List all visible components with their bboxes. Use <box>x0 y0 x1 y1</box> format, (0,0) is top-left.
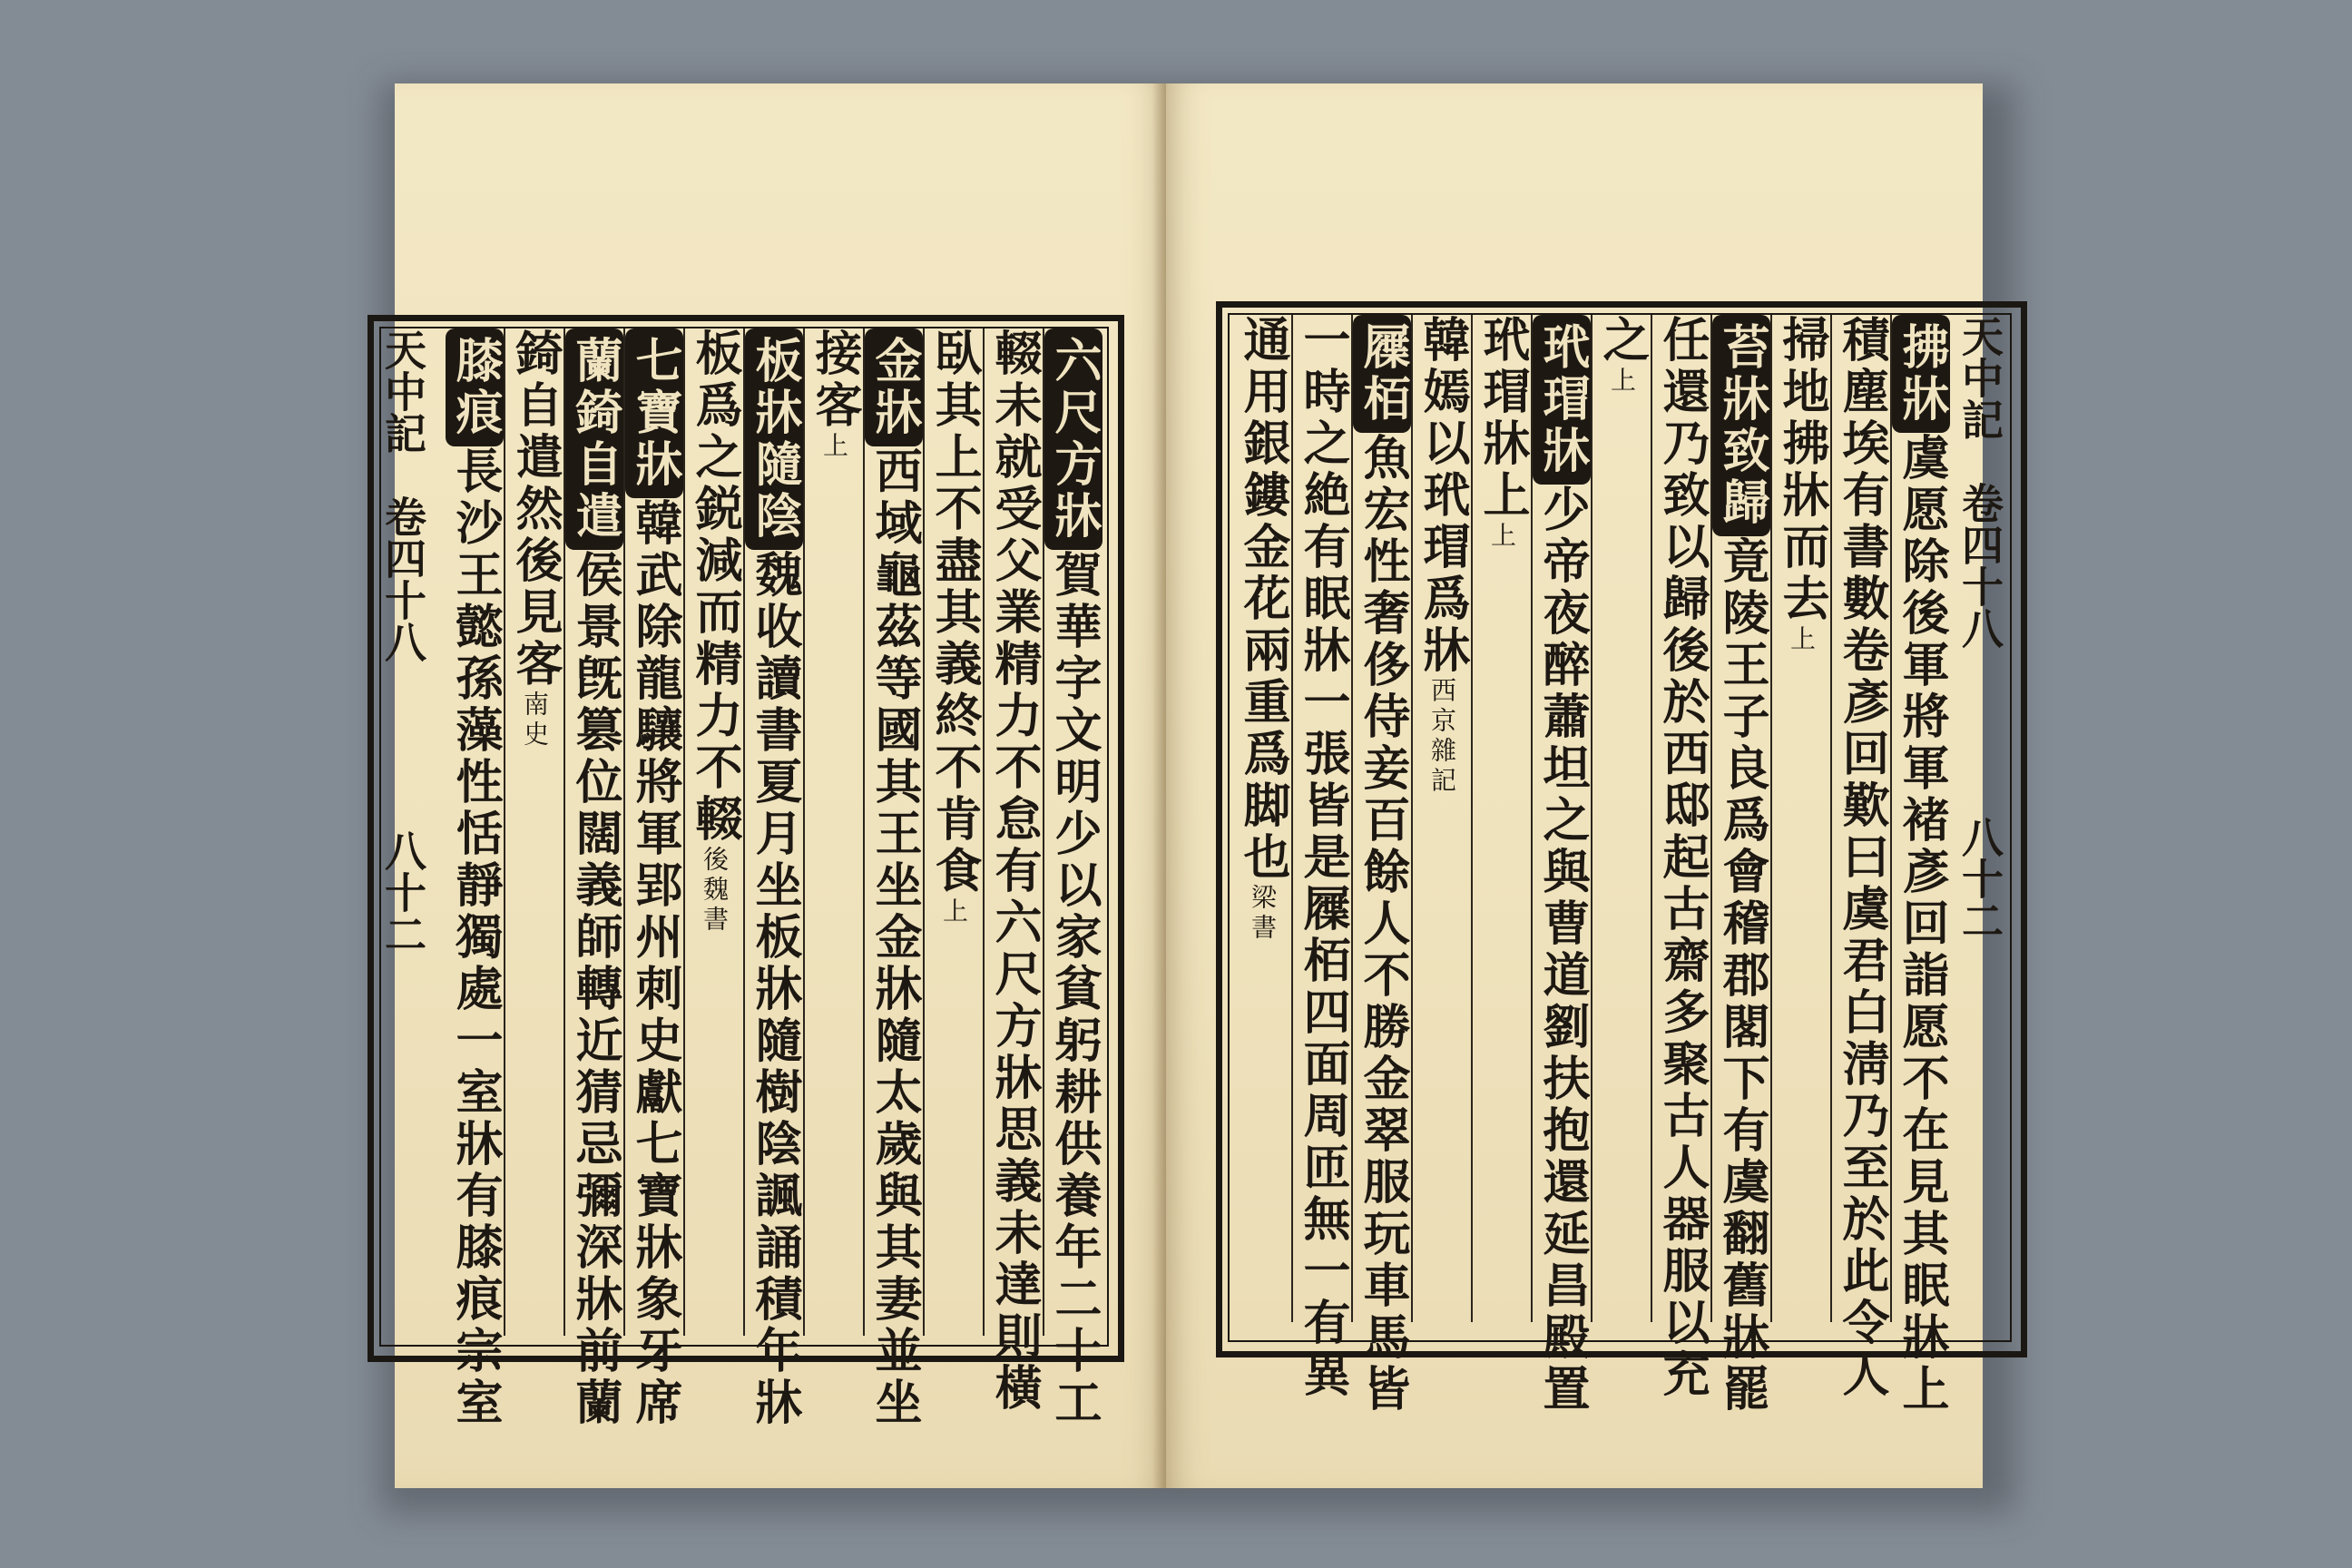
source-note: 南史 <box>520 691 550 750</box>
entry-text: 積塵埃有書數卷彥回歎曰虞君白淸乃至於此令人 <box>1834 315 1889 1401</box>
column-rule <box>1651 315 1652 1322</box>
column-rule <box>863 328 865 1336</box>
column-rule <box>1531 315 1533 1322</box>
entry-text: 侯景旣篡位闊義師轉近猜忌彌深牀前蘭 <box>567 550 622 1429</box>
column-rule <box>1770 315 1772 1322</box>
text-column <box>865 328 923 1429</box>
entry-heading: 苔牀致歸 <box>1712 315 1770 536</box>
entry-text: 任還乃致以歸後於西邸起古齋多聚古人器服以充 <box>1654 315 1710 1401</box>
text-column <box>745 328 803 1429</box>
text-column <box>505 328 564 1336</box>
text-column <box>1892 315 1950 1416</box>
column-rule <box>1471 315 1473 1322</box>
text-column <box>1293 315 1351 1401</box>
page-margin-title <box>375 328 433 1336</box>
entry-heading: 拂牀 <box>1892 315 1950 433</box>
text-column <box>1592 315 1651 1322</box>
text-column <box>1772 315 1830 1322</box>
column-rule <box>1890 315 1892 1322</box>
column-rule <box>1710 315 1712 1322</box>
entry-heading: 金牀 <box>865 328 923 446</box>
entry-text: 少帝夜醉蕭坦之與曹道劉扶抱還延昌殿置 <box>1534 485 1590 1416</box>
entry-heading: 七寶牀 <box>625 328 683 498</box>
margin-spacer <box>378 454 427 495</box>
text-column <box>1353 315 1411 1416</box>
text-column <box>1832 315 1890 1401</box>
text-column <box>1413 315 1471 1322</box>
column-rule <box>504 328 505 1336</box>
entry-text: 通用銀鏤金花兩重爲脚也 <box>1235 315 1290 884</box>
text-column <box>1044 328 1102 1429</box>
margin-book-title: 天中記 <box>1955 315 2004 440</box>
text-column <box>1712 315 1770 1416</box>
margin-volume: 卷四十八 <box>378 495 427 662</box>
column-rule <box>1351 315 1353 1322</box>
source-note: 上 <box>1607 367 1637 397</box>
column-rule <box>1291 315 1293 1322</box>
entry-text: 錡自遣然後見客 <box>507 328 563 691</box>
entry-text: 輟未就受父業精力不怠有六尺方牀思義未達則橫 <box>986 328 1042 1415</box>
column-rule <box>564 328 565 1336</box>
text-column <box>985 328 1043 1415</box>
column-rule <box>1411 315 1413 1322</box>
column-rule <box>803 328 805 1336</box>
entry-heading: 六尺方牀 <box>1044 328 1102 550</box>
entry-heading: 屧栢 <box>1353 315 1411 433</box>
margin-spacer <box>378 662 427 829</box>
entry-text: 臥其上不盡其義終不肯食 <box>926 328 982 897</box>
text-column <box>1652 315 1710 1401</box>
entry-text: 之 <box>1594 315 1650 367</box>
source-note: 上 <box>1487 522 1517 552</box>
right-page <box>1166 83 2004 1488</box>
margin-book-title: 天中記 <box>378 328 427 454</box>
text-column <box>925 328 983 1336</box>
source-note: 上 <box>939 897 969 927</box>
entry-text: 虞愿除後軍將軍褚彥回詣愿不在見其眠牀上 <box>1894 433 1949 1416</box>
source-note: 後魏書 <box>700 846 730 936</box>
text-column <box>1233 315 1291 1322</box>
text-column <box>565 328 623 1429</box>
left-text-block <box>377 328 1102 1429</box>
right-text-block <box>1230 315 2010 1416</box>
column-rule <box>1830 315 1832 1322</box>
margin-folio: 八十二 <box>1955 816 2004 941</box>
margin-folio: 八十二 <box>378 829 427 955</box>
text-column <box>1473 315 1531 1322</box>
column-rule <box>743 328 745 1336</box>
entry-text: 竟陵王子良爲會稽郡閣下有虞翻舊牀罷 <box>1714 536 1769 1416</box>
margin-spacer <box>1955 440 2004 482</box>
entry-text: 賀華字文明少以家貧躬耕供養年二十工 <box>1046 550 1102 1429</box>
column-rule <box>983 328 985 1336</box>
source-note: 上 <box>819 432 849 462</box>
entry-text: 板爲之鋭減而精力不輟 <box>687 328 742 846</box>
column-rule <box>623 328 625 1336</box>
entry-text: 一時之絶有眠牀一張皆是屧栢四面周匝無一有異 <box>1295 315 1350 1401</box>
left-page <box>378 83 1166 1488</box>
text-column <box>625 328 683 1429</box>
text-column <box>685 328 743 1336</box>
column-rule <box>923 328 925 1336</box>
entry-text: 魏收讀書夏月坐板牀隨樹陰諷誦積年牀 <box>747 550 802 1429</box>
entry-heading: 膝痕 <box>446 328 504 446</box>
page-margin-title <box>1952 315 2010 1322</box>
entry-text: 韓武除龍驤將軍郢州刺史獻七寶牀象牙席 <box>627 498 682 1429</box>
source-note: 梁書 <box>1248 884 1278 944</box>
entry-heading: 板牀隨陰 <box>745 328 803 550</box>
source-note: 上 <box>1787 625 1817 655</box>
entry-text: 長沙王懿孫藻性恬靜獨處一室牀有膝痕宗室 <box>447 446 503 1429</box>
entry-text: 魚宏性奢侈侍妾百餘人不勝金翠服玩車馬皆 <box>1355 433 1410 1416</box>
entry-text: 接客 <box>807 328 862 432</box>
column-rule <box>683 328 685 1336</box>
entry-text: 玳瑁牀上 <box>1475 315 1530 522</box>
text-column <box>805 328 863 1336</box>
entry-heading: 玳瑁牀 <box>1533 315 1591 485</box>
margin-spacer <box>1955 649 2004 816</box>
margin-volume: 卷四十八 <box>1955 482 2004 649</box>
text-column <box>1533 315 1591 1416</box>
entry-text: 韓嫣以玳瑁爲牀 <box>1415 315 1470 677</box>
entry-text: 西域龜茲等國其王坐金牀隨太歲與其妻並坐 <box>867 446 922 1429</box>
entry-heading: 蘭錡自遣 <box>565 328 623 550</box>
entry-text: 掃地拂牀而去 <box>1774 315 1829 625</box>
column-rule <box>1043 328 1044 1336</box>
text-column <box>446 328 504 1429</box>
source-note: 西京雜記 <box>1427 677 1457 797</box>
column-rule <box>1591 315 1592 1322</box>
